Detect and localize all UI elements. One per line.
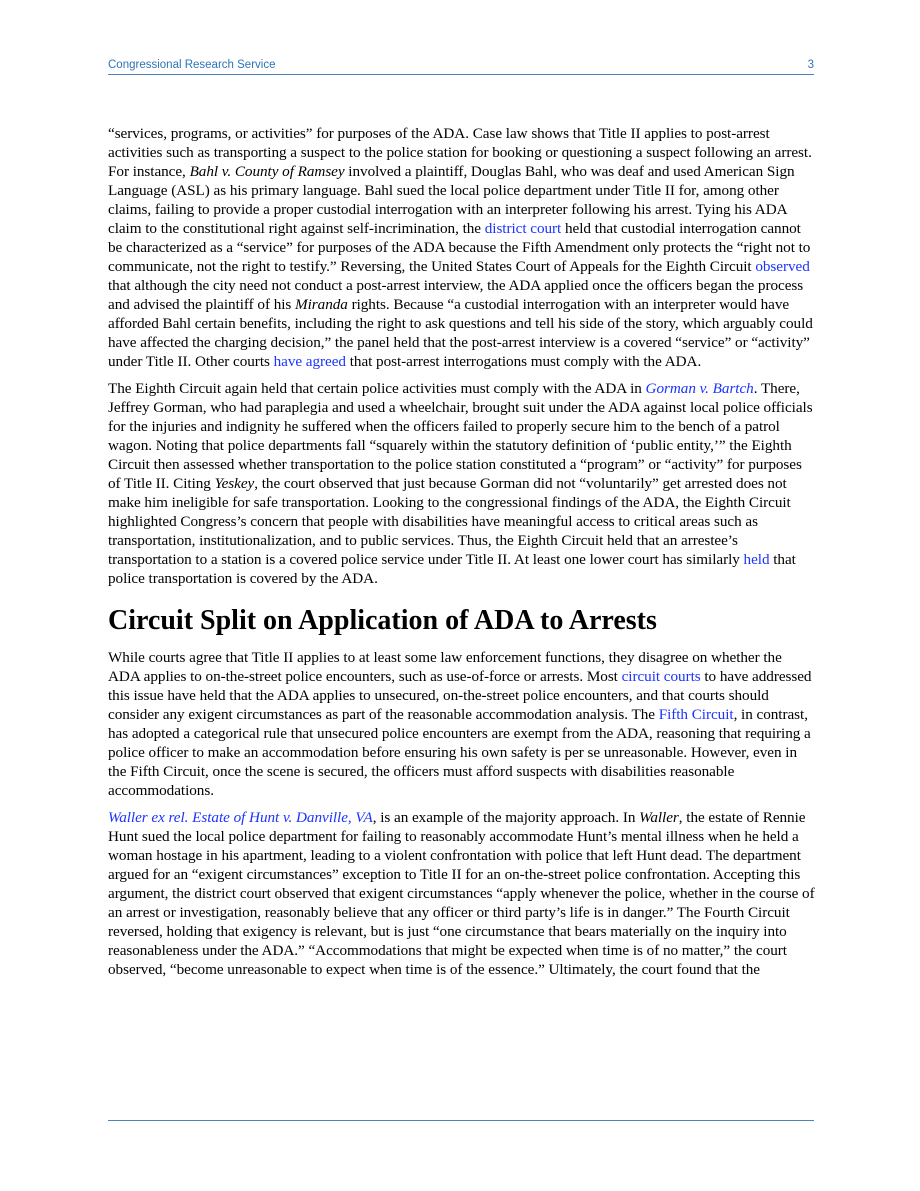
link-have-agreed[interactable]: have agreed [273,353,346,370]
text-run: that post-arrest interrogations must comply with the ADA. [345,353,702,370]
text-run: , is an example of the majority approach. In [372,809,640,826]
paragraph-gorman [108,379,816,588]
text-run: held that custodial interrogation cannot be characterized as a “service” for purposes of the ADA because the Fifth Amendment only protects the “right not to communicate, not the right to testify.” Reversing, the United States Court of Appeals for the Eighth Circuit [108,220,811,275]
paragraph-waller [108,808,816,979]
link-waller-case[interactable]: Waller ex rel. Estate of Hunt v. Danville, VA [108,809,373,826]
footer-rule [108,1120,814,1121]
case-name: Bahl v. County of Ramsey [189,163,345,180]
case-name: Yeskey [214,475,255,492]
case-name: Waller [639,809,679,826]
text-run: , the estate of Rennie Hunt sued the local police department for failing to reasonably accommodate Hunt’s mental illness when he held a woman hostage in his apartment, leading to a violent confrontation with police that left Hunt dead. The department argued for an “exigent circumstances” exception to Title II for an on-the-street police confrontation. Accepting this argument, the district court observed that exigent circumstances “apply whenever the police, whether in the course of an arrest or investigation, reasonably believe that any officer or third party’s life is in danger.” The Fourth Circuit reversed, holding that exigency is relevant, but is just “one circumstance that bears materially on the inquiry into reasonableness under the ADA.” “Accommodations that might be expected when time is of no matter,” the court observed, “become unreasonable to expect when time is of the essence.” Ultimately, the court found that the [108,809,815,978]
paragraph-bahl [108,124,816,371]
document-body [108,124,816,987]
text-run: , in contrast, has adopted a categorical rule that unsecured police encounters are exempt from the ADA, reasoning that requiring a police officer to make an accommodation before ensuring his own safety is per se unreasonable. However, even in the Fifth Circuit, once the scene is secured, the officers must afford suspects with disabilities reasonable accommodations. [108,706,811,799]
link-held[interactable]: held [743,551,770,568]
text-run: . There, Jeffrey Gorman, who had paraplegia and used a wheelchair, brought suit under the ADA against local police officials for the injuries and indignity he suffered when the officers failed to properly secure him to the bench of a patrol wagon. Noting that police departments fall “squarely within the statutory definition of ‘public entity,’” the Eighth Circuit then assessed whether transportation to the police station constituted a “program” or “activity” for purposes of Title II. Citing [108,380,813,492]
text-run: involved a plaintiff, Douglas Bahl, who was deaf and used American Sign Language (ASL) as his primary language. Bahl sued the local police department under Title II for, among other claims, failing to provide a proper custodial interrogation with an interpreter following his arrest. Tying his ADA claim to the constitutional right against self-incrimination, the [108,163,795,237]
page-number: 3 [807,59,814,71]
text-run: , the court observed that just because Gorman did not “voluntarily” get arrested does not make him ineligible for safe transportation. Looking to the congressional findings of the ADA, the Eighth Circuit highlighted Congress’s concern that people with disabilities have meaningful access to critical areas such as transportation, institutionalization, and to public services. Thus, the Eighth Circuit held that an arrestee’s transportation to a station is a covered police service under Title II. At least one lower court has similarly [108,475,791,568]
link-observed[interactable]: observed [755,258,810,275]
link-gorman-v-bartch[interactable]: Gorman v. Bartch [645,380,754,397]
case-name: Miranda [295,296,348,313]
text-run: that police transportation is covered by the ADA. [108,551,796,587]
text-run: “services, programs, or activities” for purposes of the ADA. Case law shows that Title II applies to post-arrest activities such as transporting a suspect to the police station for booking or questioning a suspect following an arrest. For instance, [108,125,812,180]
text-run: that although the city need not conduct a post-arrest interview, the ADA applied once the officers began the process and advised the plaintiff of his [108,277,804,313]
header-title: Congressional Research Service [108,59,276,71]
paragraph-circuit-split [108,648,816,800]
section-heading: Circuit Split on Application of ADA to Arrests [108,605,657,636]
text-run: The Eighth Circuit again held that certain police activities must comply with the ADA in [108,380,646,397]
link-circuit-courts[interactable]: circuit courts [621,668,701,685]
link-fifth-circuit[interactable]: Fifth Circuit [658,706,734,723]
text-run: While courts agree that Title II applies to at least some law enforcement functions, they disagree on whether the ADA applies to on-the-street police encounters, such as use-of-force or arrests. Most [108,649,782,685]
text-run: to have addressed this issue have held that the ADA applies to unsecured, on-the-street police encounters, and that courts should consider any exigent circumstances as part of the reasonable accommodation analysis. The [108,668,812,723]
text-run: rights. Because “a custodial interrogation with an interpreter would have afforded Bahl certain benefits, including the right to ask questions and tell his side of the story, which arguably could have affected the charging decision,” the panel held that the post-arrest interview is a covered “service” or “activity” under Title II. Other courts [108,296,813,370]
link-district-court[interactable]: district court [484,220,562,237]
page-header [108,58,814,75]
